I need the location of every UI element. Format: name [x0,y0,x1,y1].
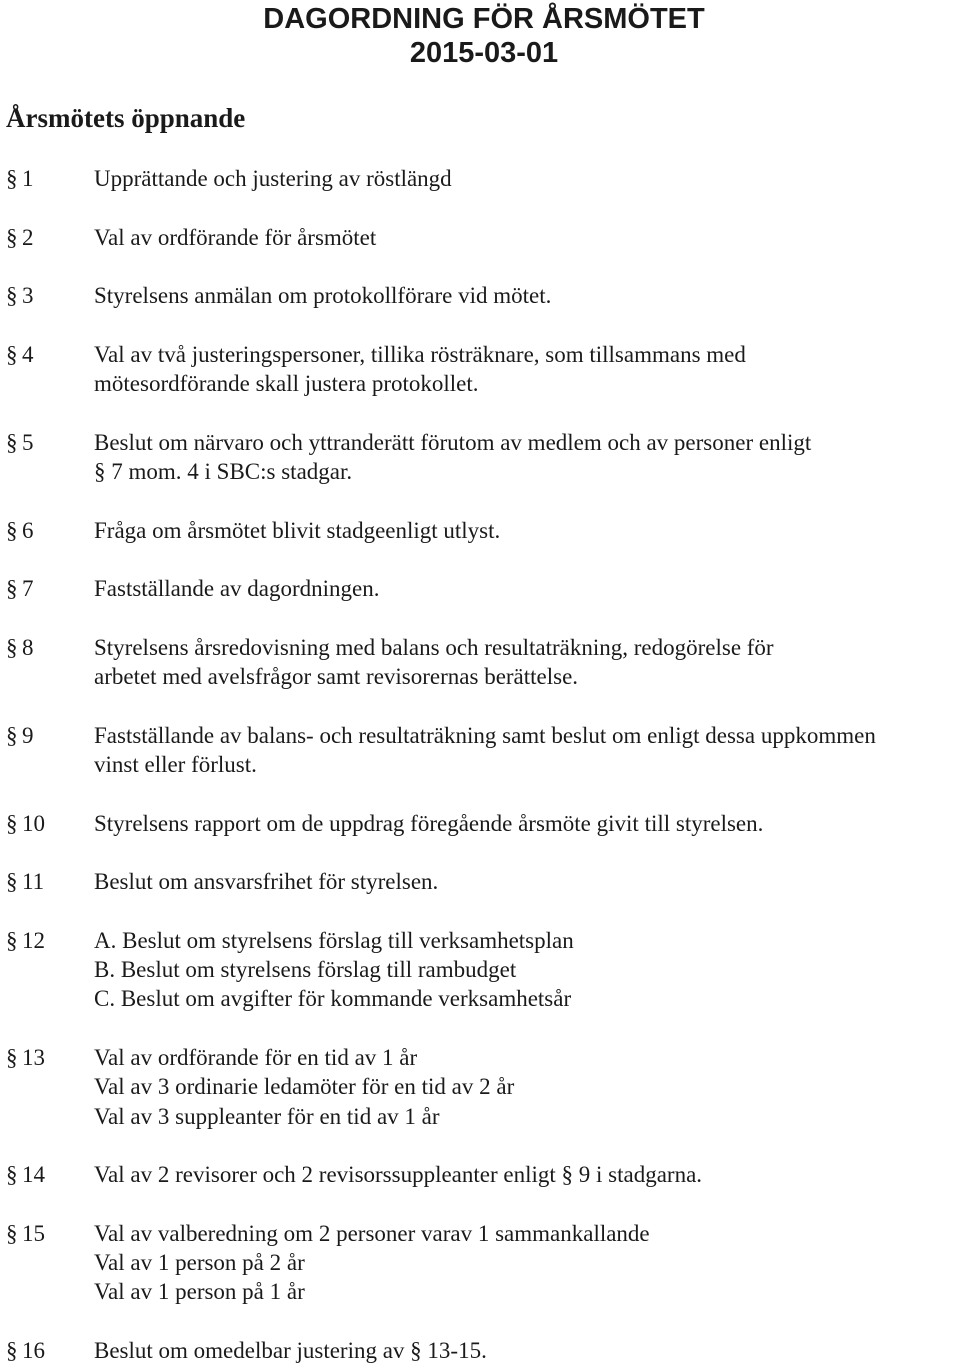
agenda-item [0,574,960,603]
agenda-item [0,516,960,545]
agenda-item [0,809,960,838]
agenda-item [0,1219,960,1307]
agenda-item-text [94,574,960,603]
agenda-item-text [94,1043,960,1131]
agenda-item-number: 13 [22,1044,45,1070]
agenda-item [0,1043,960,1131]
agenda-item-line: Fastställande av dagordningen. [94,576,380,602]
agenda-item-number: 4 [22,341,34,367]
paragraph-symbol: § [6,810,18,836]
paragraph-symbol: § [6,429,18,455]
agenda-item-text [94,1160,960,1189]
agenda-list [0,164,960,1365]
paragraph-symbol: § [6,283,18,309]
agenda-item-line: A. Beslut om styrelsens förslag till verksamhetsplan [94,927,574,953]
agenda-item-line: Val av 1 person på 2 år [94,1249,305,1275]
agenda-item-number: 1 [22,166,34,191]
agenda-item-line: Beslut om närvaro och yttranderätt förutom av medlem och av personer enligt [94,429,812,455]
agenda-item [0,867,960,896]
agenda-item-line: Styrelsens anmälan om protokollförare vid mötet. [94,283,552,309]
paragraph-symbol: § [6,1337,18,1363]
agenda-item-text [94,721,960,780]
agenda-item-text [94,223,960,252]
agenda-item [0,721,960,780]
agenda-item-text [94,1219,960,1307]
document-title: DAGORDNING FÖR ÅRSMÖTET [263,3,705,35]
agenda-item-number: 14 [22,1162,45,1188]
agenda-item [0,633,960,692]
paragraph-symbol: § [6,341,18,367]
agenda-item-text [94,867,960,896]
section-title: Årsmötets öppnande [6,103,246,133]
agenda-item-line: Val av 3 suppleanter för en tid av 1 år [94,1103,440,1129]
agenda-item-line: Val av 1 person på 1 år [94,1279,305,1305]
agenda-item-line: Val av två justeringspersoner, tillika rösträknare, som tillsammans med [94,341,746,367]
agenda-item-line: Fastställande av balans- och resultaträkning samt beslut om enligt dessa uppkommen [94,722,876,748]
paragraph-symbol: § [6,869,18,895]
agenda-item-line: mötesordförande skall justera protokollet. [94,371,479,397]
agenda-item-number: 3 [22,283,34,309]
agenda-item-line: arbetet med avelsfrågor samt revisorernas berättelse. [94,664,579,690]
agenda-item-line: Beslut om omedelbar justering av § 13-15. [94,1337,487,1363]
agenda-item-number: 11 [22,869,45,895]
agenda-item-line: Val av 2 revisorer och 2 revisorssuppleanter enligt § 9 i stadgarna. [94,1162,703,1188]
agenda-item-line: Upprättande och justering av röstlängd [94,166,452,191]
agenda-item-text [94,428,960,487]
paragraph-symbol: § [6,1220,18,1246]
agenda-item-line: Styrelsens årsredovisning med balans och resultaträkning, redogörelse för [94,634,774,660]
paragraph-symbol: § [6,1162,18,1188]
agenda-item-number: 5 [22,429,34,455]
paragraph-symbol: § [6,634,18,660]
agenda-item [0,223,960,252]
agenda-item-number: 16 [22,1337,45,1363]
agenda-item-number: 10 [22,810,45,836]
agenda-item [0,164,960,193]
agenda-item-number: 7 [22,576,34,602]
agenda-item-line: B. Beslut om styrelsens förslag till rambudget [94,957,517,983]
agenda-item [0,281,960,310]
agenda-item-line: Styrelsens rapport om de uppdrag föregående årsmöte givit till styrelsen. [94,810,764,836]
agenda-item-text [94,809,960,838]
agenda-item-text [94,340,960,399]
agenda-item [0,1160,960,1189]
agenda-item-text [94,926,960,1014]
agenda-item-line: Val av ordförande för årsmötet [94,224,377,250]
agenda-item-line: Val av ordförande för en tid av 1 år [94,1044,418,1070]
agenda-item-line: Fråga om årsmötet blivit stadgeenligt utlyst. [94,517,501,543]
paragraph-symbol: § [6,517,18,543]
paragraph-symbol: § [6,1044,18,1070]
agenda-item-line: C. Beslut om avgifter för kommande verksamhetsår [94,986,572,1012]
agenda-item-text [94,1336,960,1365]
document-header [0,2,960,70]
paragraph-symbol: § [6,927,18,953]
document-date: 2015-03-01 [409,37,559,69]
agenda-item [0,428,960,487]
agenda-item-number: 8 [22,634,34,660]
agenda-item [0,926,960,1014]
agenda-item-number: 9 [22,722,34,748]
agenda-item-number: 15 [22,1220,45,1246]
agenda-item-number: 6 [22,517,34,543]
agenda-item-line: § 7 mom. 4 i SBC:s stadgar. [94,458,353,484]
agenda-item-line: Val av 3 ordinarie ledamöter för en tid av 2 år [94,1074,515,1100]
agenda-item-line: Val av valberedning om 2 personer varav 1 sammankallande [94,1220,650,1246]
paragraph-symbol: § [6,722,18,748]
agenda-item-number: 2 [22,224,34,250]
agenda-item-line: Beslut om ansvarsfrihet för styrelsen. [94,869,439,895]
agenda-item-text [94,516,960,545]
agenda-item-text [94,164,960,193]
paragraph-symbol: § [6,576,18,602]
paragraph-symbol: § [6,224,18,250]
agenda-item-line: vinst eller förlust. [94,751,257,777]
agenda-item [0,1336,960,1365]
agenda-item [0,340,960,399]
agenda-item-number: 12 [22,927,45,953]
paragraph-symbol: § [6,166,18,191]
agenda-item-text [94,281,960,310]
agenda-item-text [94,633,960,692]
